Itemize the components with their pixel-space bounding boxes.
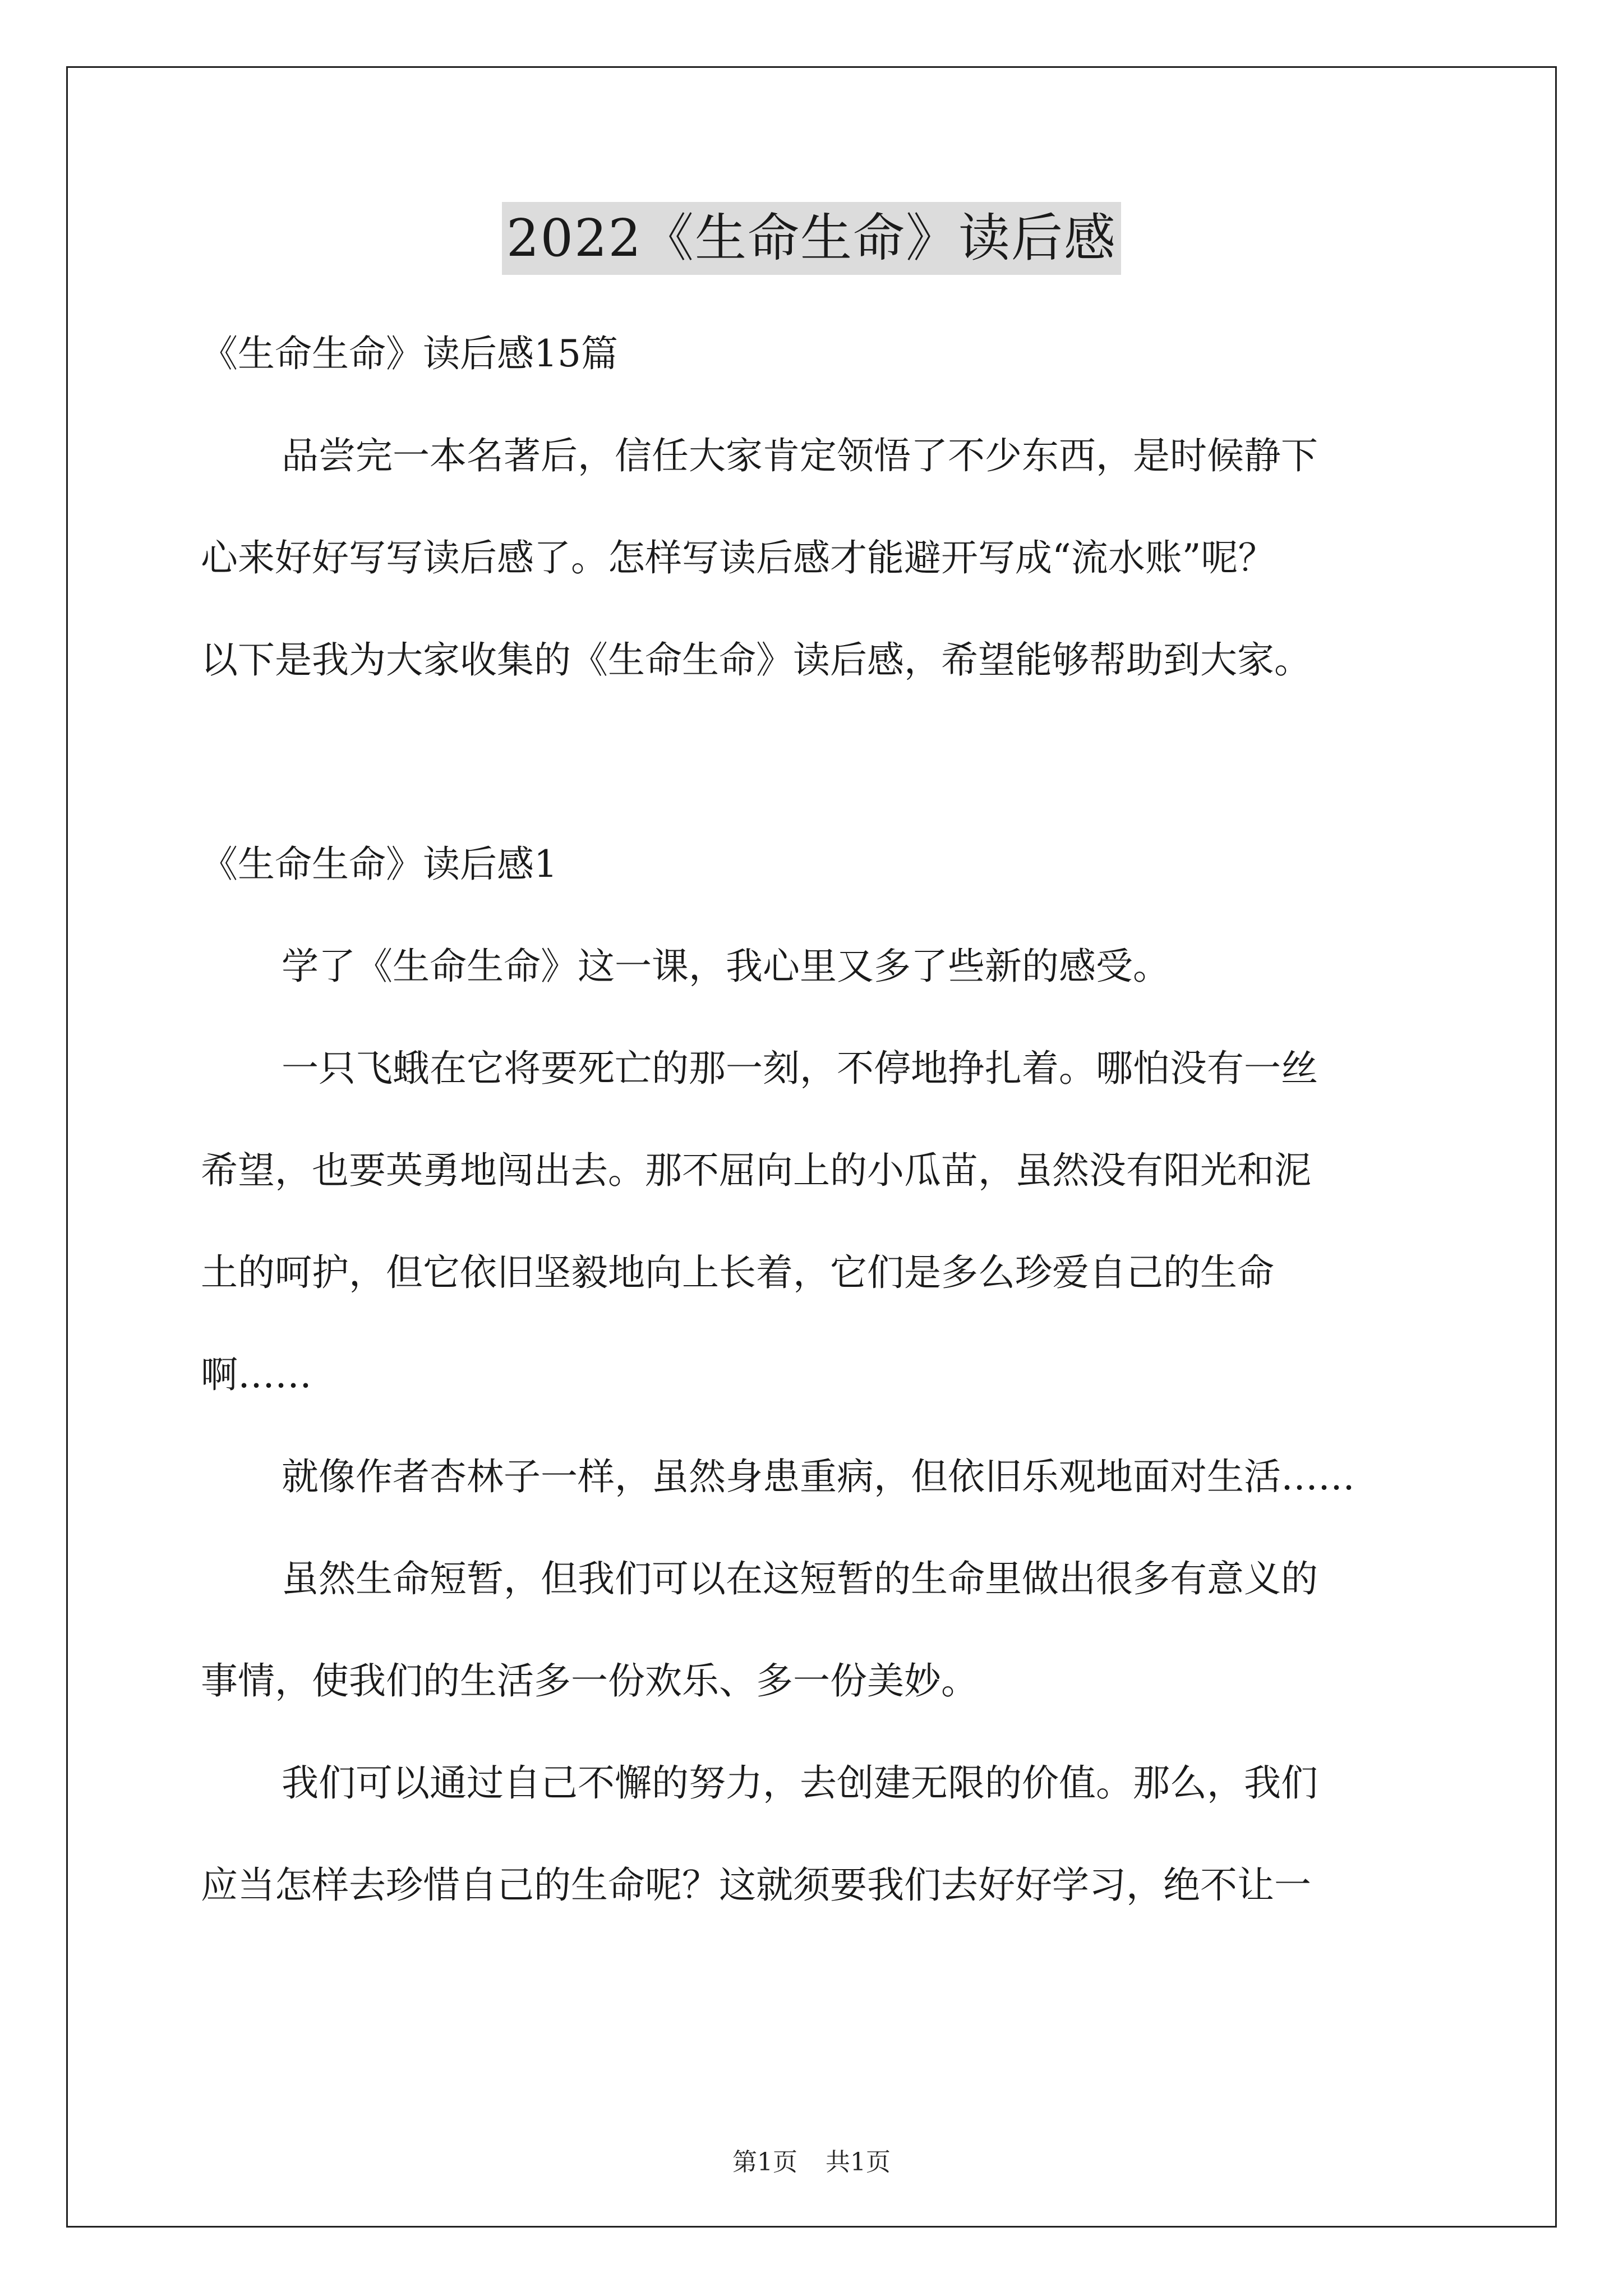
page-number: 第1页 <box>732 2148 797 2177</box>
title-container <box>0 202 1623 275</box>
page-footer <box>0 2142 1623 2178</box>
body-line: 应当怎样去珍惜自己的生命呢？这就须要我们去好好学习，绝不让一 <box>201 1864 1311 1907</box>
body-line: 希望，也要英勇地闯出去。那不屈向上的小瓜苗，虽然没有阳光和泥 <box>201 1149 1311 1192</box>
body-line: 学了《生命生命》这一课，我心里又多了些新的感受。 <box>282 945 1170 988</box>
page-total: 共1页 <box>826 2148 891 2177</box>
body-line: 一只飞蛾在它将要死亡的那一刻，不停地挣扎着。哪怕没有一丝 <box>282 1047 1318 1090</box>
section-heading: 《生命生命》读后感1 <box>201 843 557 886</box>
document-title: 2022《生命生命》读后感 <box>502 202 1121 275</box>
intro-line: 品尝完一本名著后，信任大家肯定领悟了不少东西，是时候静下 <box>282 434 1318 477</box>
body-line: 啊…… <box>201 1353 312 1396</box>
intro-line: 心来好好写写读后感了。怎样写读后感才能避开写成“流水账”呢？ <box>201 536 1275 579</box>
body-line: 事情，使我们的生活多一份欢乐、多一份美妙。 <box>201 1659 978 1703</box>
body-line: 土的呵护，但它依旧坚毅地向上长着，它们是多么珍爱自己的生命 <box>201 1251 1274 1294</box>
document-body <box>201 303 1429 1936</box>
intro-line: 以下是我为大家收集的《生命生命》读后感，希望能够帮助到大家。 <box>201 638 1311 682</box>
body-line: 虽然生命短暂，但我们可以在这短暂的生命里做出很多有意义的 <box>282 1557 1318 1600</box>
body-line: 我们可以通过自己不懈的努力，去创建无限的价值。那么，我们 <box>282 1761 1318 1805</box>
paragraph-spacer <box>201 711 1429 813</box>
body-line: 就像作者杏林子一样，虽然身患重病，但依旧乐观地面对生活…… <box>282 1455 1355 1498</box>
subtitle: 《生命生命》读后感15篇 <box>201 332 618 375</box>
